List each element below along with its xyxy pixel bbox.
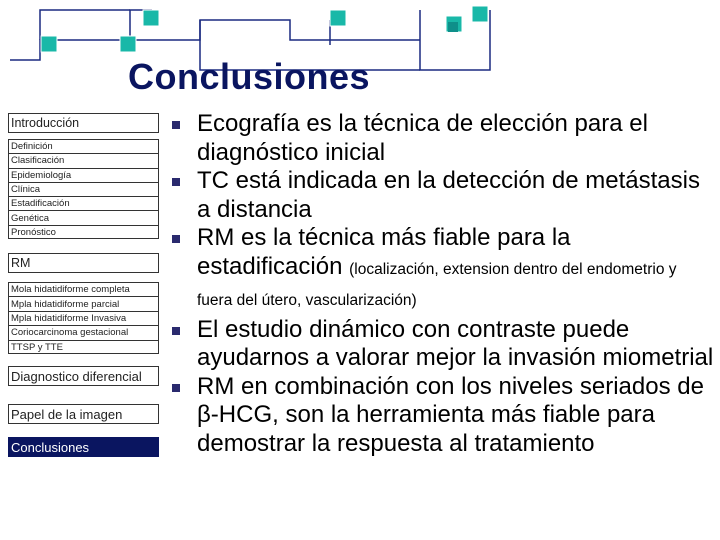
- nav-item-mola-completa[interactable]: Mola hidatidiforme completa: [9, 283, 158, 297]
- nav-conclusiones[interactable]: Conclusiones: [8, 437, 159, 457]
- nav-item-clasificacion[interactable]: Clasificación: [9, 154, 158, 168]
- nav-item-ttsp-tte[interactable]: TTSP y TTE: [11, 342, 63, 354]
- deco-square: [41, 36, 57, 52]
- nav-item-mola-invasiva[interactable]: Mpla hidatidiforme Invasiva: [9, 312, 158, 326]
- nav-item-genetica[interactable]: Genética: [9, 211, 158, 225]
- square-bullet-icon: [172, 121, 180, 129]
- deco-square: [143, 10, 159, 26]
- nav-diagnostico-diferencial[interactable]: Diagnostico diferencial: [8, 366, 159, 386]
- bullet-text: TC está indicada en la detección de metástasis a distancia: [197, 167, 700, 223]
- page-title: Conclusiones: [128, 56, 371, 97]
- nav-item-coriocarcinoma[interactable]: Coriocarcinoma gestacional: [9, 326, 158, 340]
- deco-square: [120, 36, 136, 52]
- nav-introduccion[interactable]: Introducción: [8, 113, 159, 133]
- conclusions-list: [170, 110, 715, 458]
- nav-item-pronostico[interactable]: Pronóstico: [11, 227, 56, 239]
- deco-square-small: [448, 22, 458, 32]
- list-item: [170, 373, 715, 459]
- connector-line: [130, 20, 420, 40]
- nav-rm-submenu: [8, 282, 159, 354]
- square-bullet-icon: [172, 178, 180, 186]
- nav-item-epidemiologia[interactable]: Epidemiología: [9, 169, 158, 183]
- square-bullet-icon: [172, 327, 180, 335]
- square-bullet-icon: [172, 384, 180, 392]
- list-item: [170, 167, 715, 224]
- list-item: [170, 316, 715, 373]
- bullet-subtext: (localización, extension dentro del endometrio y fuera del útero, vascularización): [197, 260, 677, 309]
- list-item: [170, 110, 715, 167]
- deco-square: [472, 6, 488, 22]
- nav-intro-submenu: [8, 139, 159, 239]
- nav-papel-imagen[interactable]: Papel de la imagen: [8, 404, 159, 424]
- deco-square: [330, 10, 346, 26]
- nav-item-estadificacion[interactable]: Estadificación: [9, 197, 158, 211]
- bullet-text: RM en combinación con los niveles seriados de β-HCG, son la herramienta más fiable para demostrar la respuesta al tratamiento: [197, 372, 704, 457]
- bullet-text: Ecografía es la técnica de elección para el diagnóstico inicial: [197, 110, 648, 166]
- bullet-text: El estudio dinámico con contraste puede ayudarnos a valorar mejor la invasión miometrial: [197, 315, 714, 371]
- bullet-text: RM es la técnica más fiable para la estadificación: [197, 224, 571, 280]
- list-item: [170, 224, 715, 316]
- square-bullet-icon: [172, 235, 180, 243]
- nav-item-clinica[interactable]: Clínica: [9, 183, 158, 197]
- nav-item-mola-parcial[interactable]: Mpla hidatidiforme parcial: [9, 297, 158, 311]
- nav-rm[interactable]: RM: [8, 253, 159, 273]
- nav-item-definicion[interactable]: Definición: [9, 140, 158, 154]
